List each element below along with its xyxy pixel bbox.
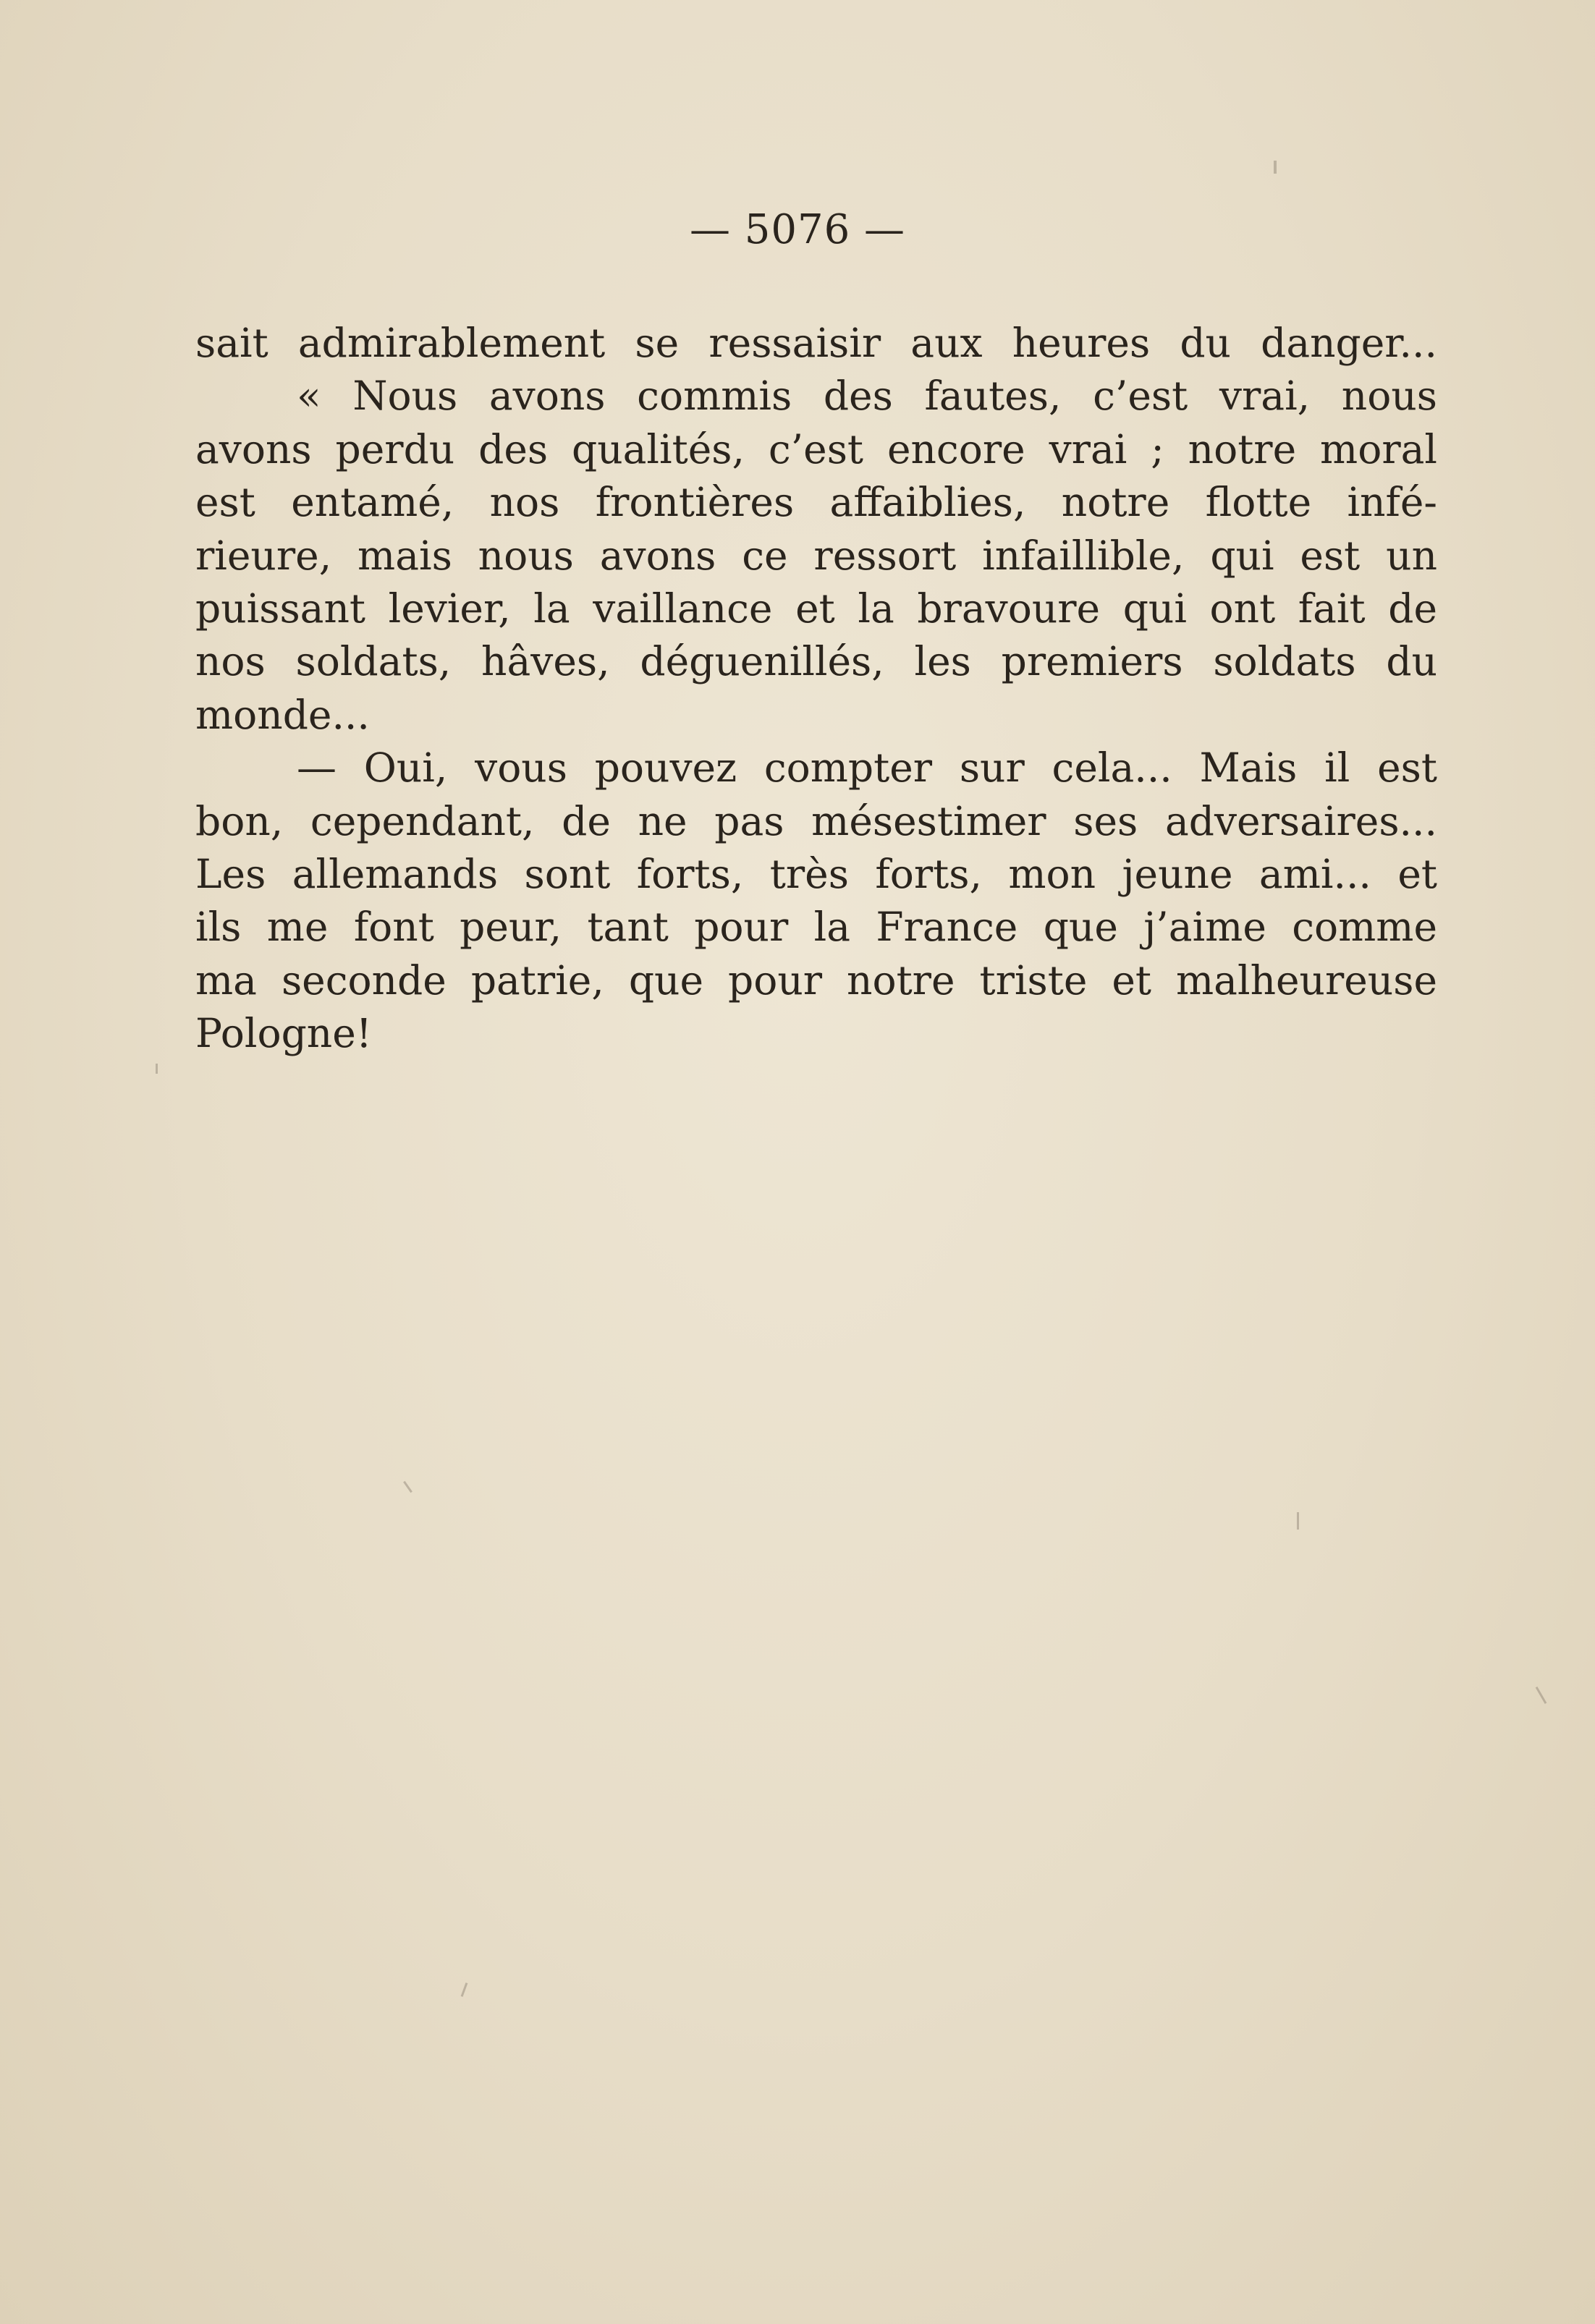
text-line: ils me font peur, tant pour la France que j’aime comme [195, 904, 1437, 951]
body-text [195, 317, 1437, 1060]
page-number: — 5076 — [689, 206, 906, 253]
text-line: « Nous avons commis des fautes, c’est vrai, nous [297, 373, 1437, 420]
text-line: Les allemands sont forts, très forts, mon jeune ami... et [195, 850, 1437, 897]
text-line: — Oui, vous pouvez compter sur cela... Mais il est [297, 745, 1437, 792]
text-line: est entamé, nos frontières affaiblies, notre flotte infé- [195, 479, 1437, 526]
text-line: monde... [195, 691, 370, 738]
paper-speck [461, 1982, 468, 1997]
text-line: rieure, mais nous avons ce ressort infaillible, qui est un [195, 532, 1437, 579]
text-line: puissant levier, la vaillance et la bravoure qui ont fait de [195, 585, 1437, 632]
paper-speck [1536, 1687, 1547, 1704]
text-line: avons perdu des qualités, c’est encore vrai ; notre moral [195, 425, 1437, 472]
text-line: sait admirablement se ressaisir aux heures du danger... [195, 320, 1437, 366]
paper-speck [403, 1481, 412, 1493]
text-line: nos soldats, hâves, déguenillés, les premiers soldats du [195, 638, 1437, 685]
paper-speck [1297, 1512, 1299, 1530]
text-line: ma seconde patrie, que pour notre triste et malheureuse [195, 957, 1437, 1004]
text-line: Pologne! [195, 1010, 372, 1057]
paper-speck [156, 1064, 158, 1074]
paper-speck [1274, 161, 1277, 174]
text-line: bon, cependant, de ne pas mésestimer ses adversaires... [195, 797, 1437, 844]
